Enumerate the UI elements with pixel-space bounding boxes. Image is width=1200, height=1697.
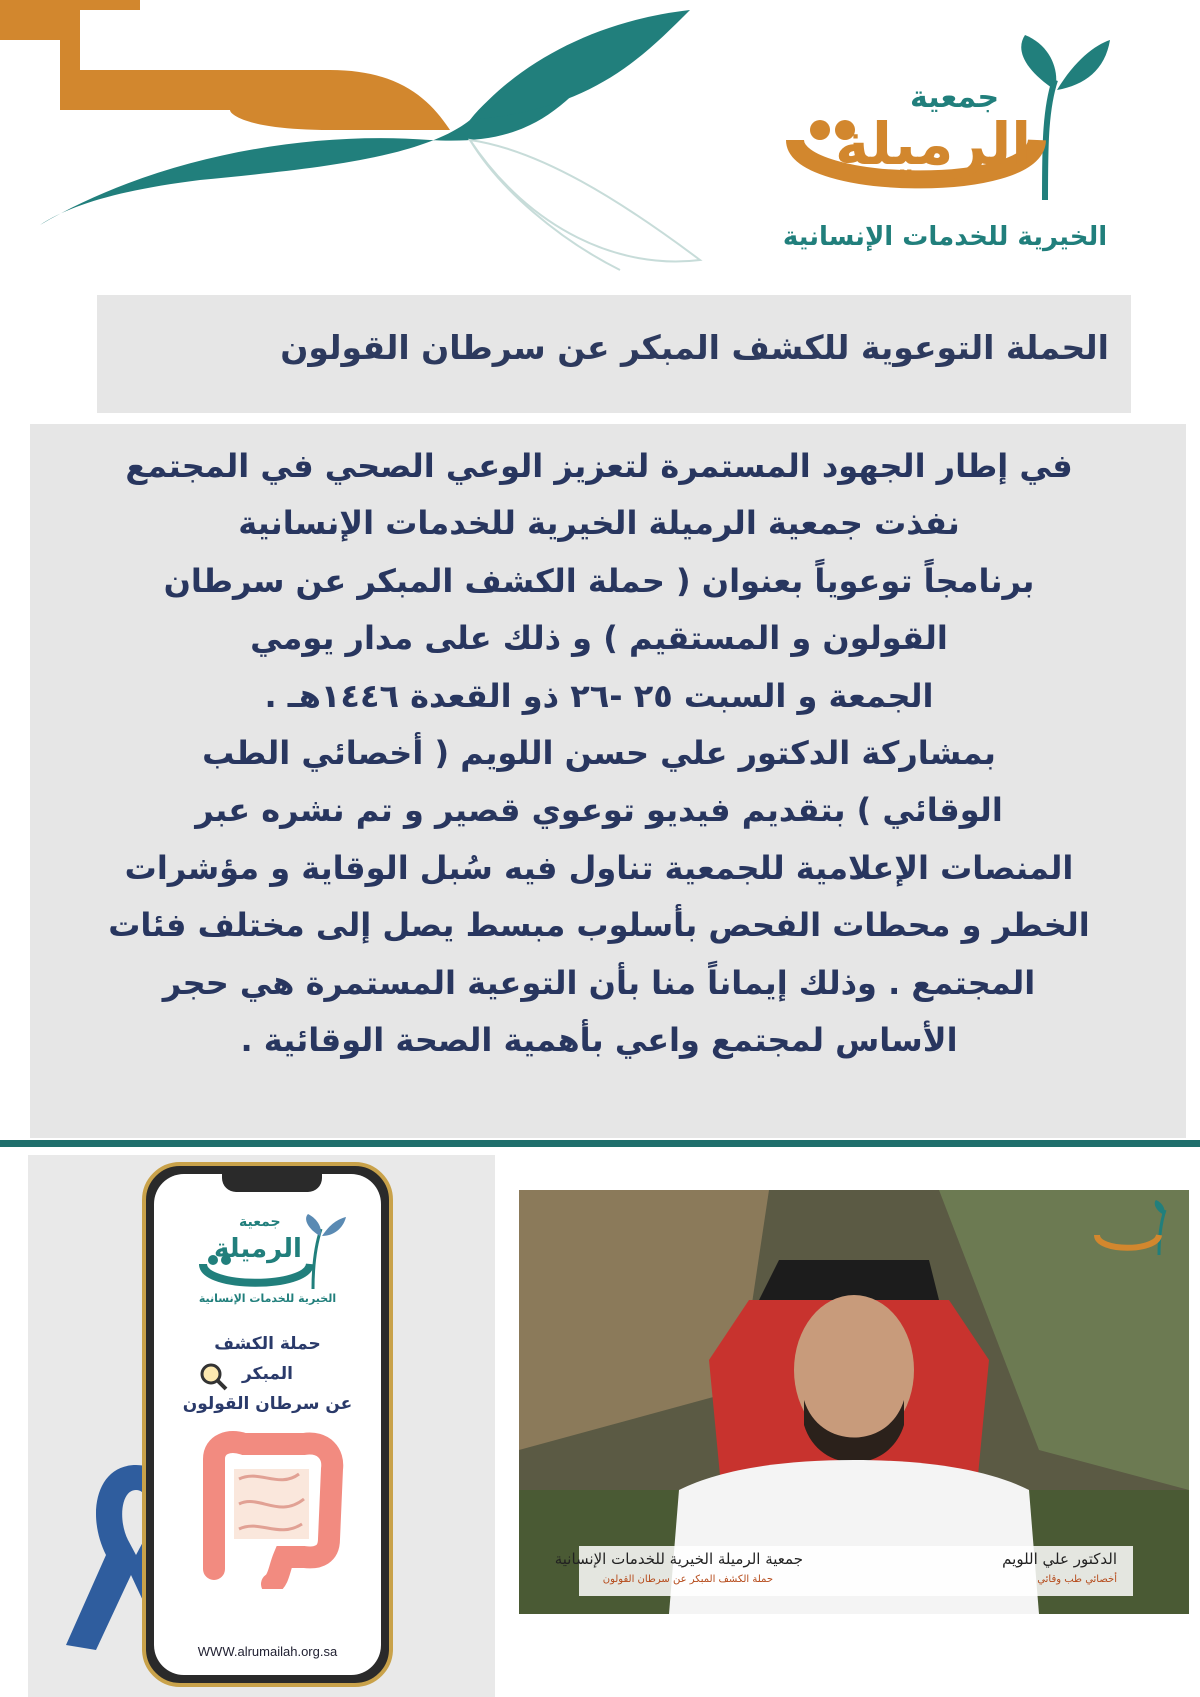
body-line: نفذت جمعية الرميلة الخيرية للخدمات الإنسانية	[238, 504, 960, 543]
body-line: الجمعة و السبت ٢٥ -٢٦ ذو القعدة ١٤٤٦هـ .	[264, 676, 934, 715]
caption-campaign: حملة الكشف المبكر عن سرطان القولون	[602, 1574, 773, 1585]
video-caption-bar	[554, 1546, 1133, 1596]
page-title: الحملة التوعوية للكشف المبكر عن سرطان القولون	[280, 328, 1109, 367]
body-text-block	[30, 424, 1186, 1138]
phone-logo-word-large: الرميلة	[214, 1234, 302, 1264]
body-text	[40, 438, 1158, 1069]
body-line: بمشاركة الدكتور علي حسن اللويم ( أخصائي الطب	[202, 734, 996, 773]
phone-screen	[154, 1174, 381, 1675]
caption-speaker-role: أخصائي طب وقائي	[1037, 1574, 1117, 1585]
video-logo-icon	[1089, 1200, 1179, 1260]
body-line: القولون و المستقيم ) و ذلك على مدار يومي	[250, 619, 948, 658]
title-bar	[97, 295, 1131, 413]
phone-campaign-line: عن سرطان القولون	[182, 1394, 353, 1414]
body-line: الوقائي ) بتقديم فيديو توعوي قصير و تم نشره عبر	[195, 791, 1003, 830]
body-line: الأساس لمجتمع واعي بأهمية الصحة الوقائية .	[240, 1021, 958, 1060]
phone-notch	[222, 1174, 322, 1192]
body-line: برنامجاً توعوياً بعنوان ( حملة الكشف المبكر عن سرطان	[163, 561, 1035, 600]
organization-logo	[775, 30, 1115, 260]
phone-campaign-line: المبكر	[241, 1364, 293, 1384]
caption-org-name: جمعية الرميلة الخيرية للخدمات الإنسانية	[554, 1550, 803, 1568]
phone-mockup-panel	[28, 1155, 495, 1697]
section-divider	[0, 1140, 1200, 1147]
logo-word-small: جمعية	[910, 80, 1000, 115]
magnifier-icon	[198, 1361, 228, 1391]
logo-subtitle: الخيرية للخدمات الإنسانية	[782, 222, 1108, 252]
video-still-panel	[519, 1190, 1189, 1614]
caption-speaker-name: الدكتور علي اللويم	[1002, 1550, 1117, 1568]
phone-device	[142, 1162, 393, 1687]
body-line: في إطار الجهود المستمرة لتعزيز الوعي الصحي في المجتمع	[125, 447, 1073, 485]
body-line: المجتمع . وذلك إيماناً منا بأن التوعية المستمرة هي حجر	[162, 963, 1036, 1002]
body-line: المنصات الإعلامية للجمعية تناول فيه سُبل الوقاية و مؤشرات	[124, 848, 1074, 887]
phone-org-name: الخيرية للخدمات الإنسانية	[198, 1292, 337, 1305]
phone-logo-word-small: جمعية	[239, 1214, 281, 1230]
logo-word-large: الرميلة	[835, 110, 1032, 178]
website-url: WWW.alrumailah.org.sa	[197, 1644, 338, 1659]
decorative-swoosh	[0, 0, 720, 280]
phone-campaign-line: حملة الكشف	[214, 1334, 321, 1354]
body-line: الخطر و محطات الفحص بأسلوب مبسط يصل إلى مختلف فئات	[108, 906, 1090, 945]
colon-illustration-icon	[184, 1429, 354, 1589]
